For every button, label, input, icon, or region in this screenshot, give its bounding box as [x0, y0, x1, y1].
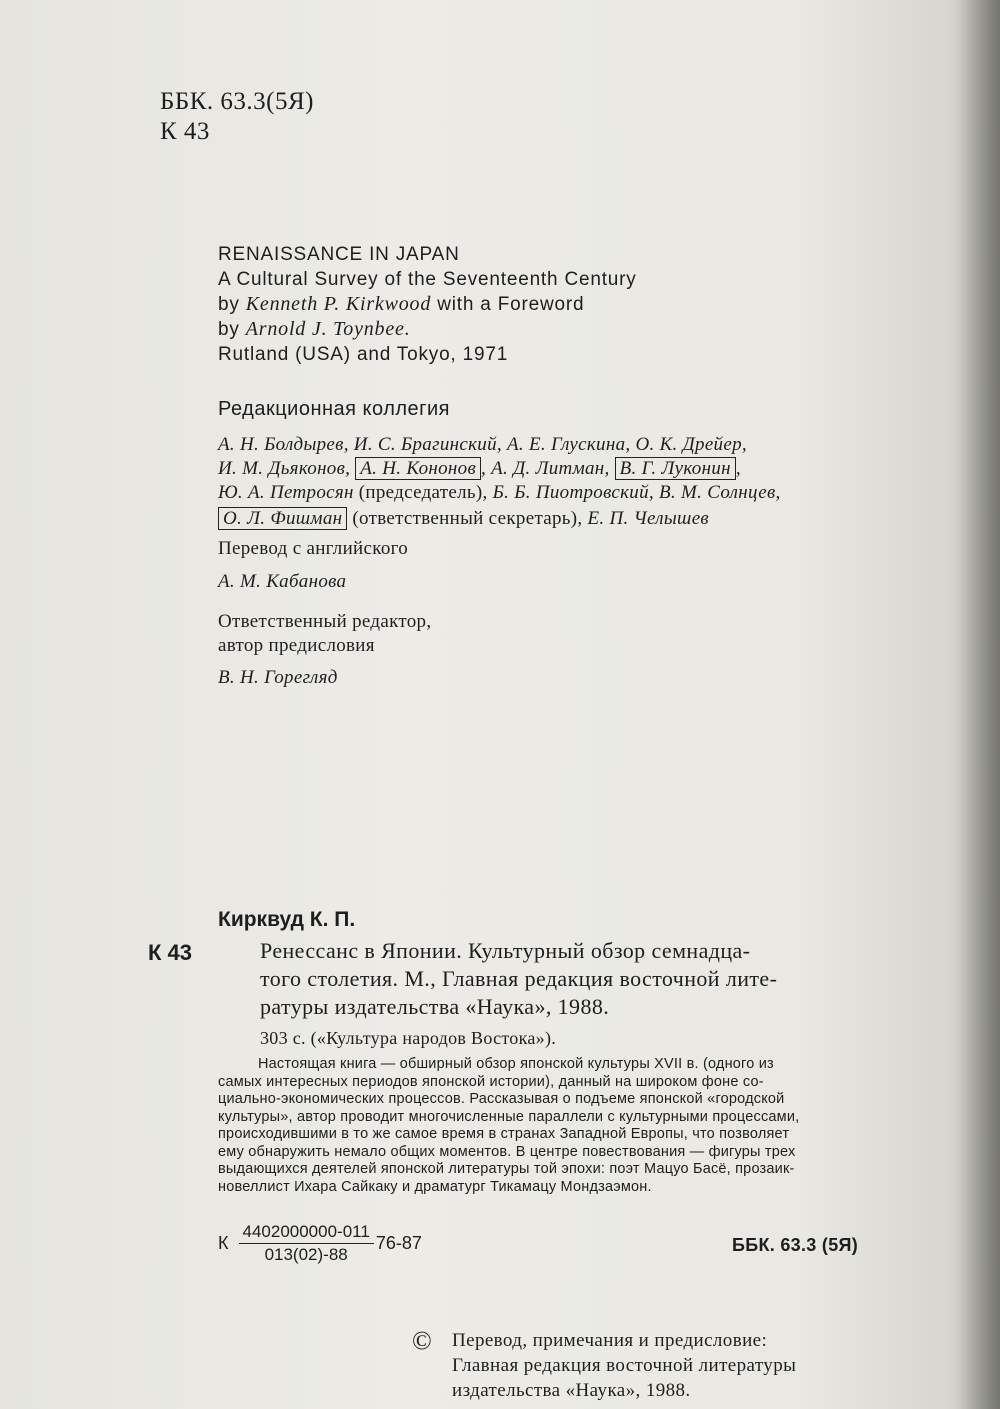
board-members	[218, 433, 781, 531]
editor-label-2: автор предисловия	[218, 635, 375, 656]
editor-label-1: Ответственный редактор,	[218, 611, 432, 632]
copyright-text	[452, 1328, 796, 1403]
abstract-line: новеллист Ихара Сайкаку и драматург Тикамацу Мондзаэмон.	[218, 1178, 652, 1195]
catalog-line-2: того столетия. М., Главная редакция восточной лите-	[260, 966, 778, 991]
original-title: RENAISSANCE IN JAPAN	[218, 244, 460, 265]
catalog-author: Кирквуд К. П.	[218, 908, 356, 931]
editor-name: В. Н. Горегляд	[218, 667, 338, 688]
boxed-name-lukonin: В. Г. Луконин	[615, 457, 736, 480]
abstract-line: выдающихся деятелей японской литературы той эпохи: поэт Мацуо Басё, прозаик-	[218, 1161, 795, 1177]
board-line-1: А. Н. Болдырев, И. С. Брагинский, А. Е. Глускина, О. К. Дрейер,	[218, 434, 747, 455]
bbk-code-top: ББК. 63.3(5Я)	[160, 88, 314, 115]
abstract-line: ему обнаружить немало общих моментов. В центре повествования — фигуры трех	[218, 1143, 796, 1160]
abstract-line: циально-экономических процессов. Рассказывая о подъеме японской «городской	[218, 1091, 785, 1107]
foreword-author: Arnold J. Toynbee.	[245, 318, 411, 340]
original-edition	[218, 242, 637, 367]
catalog-description	[260, 937, 777, 1021]
translator-name: А. М. Кабанова	[218, 571, 347, 592]
board-line-2: И. М. Дьяконов, А. Н. Кононов , А. Д. Литман, В. Г. Луконин ,	[218, 458, 741, 479]
board-heading: Редакционная коллегия	[218, 398, 450, 420]
copyright-icon: ©	[412, 1326, 432, 1355]
board-line-4: О. Л. Фишман (ответственный секретарь), Е. П. Челышев	[218, 507, 781, 531]
author-mark-top: К 43	[160, 118, 210, 145]
catalog-line-3: ратуры издательства «Наука», 1988.	[260, 994, 610, 1019]
original-foreword-line: by Arnold J. Toynbee.	[218, 318, 411, 340]
index-numerator: 4402000000-011	[239, 1222, 374, 1244]
catalog-line-1: Ренессанс в Японии. Культурный обзор семнадца-	[260, 938, 751, 963]
original-author: Kenneth P. Kirkwood	[245, 293, 432, 315]
index-bbk: ББК. 63.3 (5Я)	[732, 1235, 859, 1255]
page-edge-shadow	[960, 0, 1000, 1409]
abstract-line: самых интересных периодов японской истории), данный на широком фоне со-	[218, 1073, 764, 1090]
boxed-name-kononov: А. Н. Кононов	[355, 457, 481, 480]
index-line	[218, 1222, 422, 1265]
index-letter: К	[218, 1233, 229, 1253]
boxed-name-fishman: О. Л. Фишман	[218, 507, 347, 530]
translation-label: Перевод с английского	[218, 538, 409, 559]
catalog-code: К 43	[148, 940, 193, 965]
original-place: Rutland (USA) and Tokyo, 1971	[218, 344, 509, 365]
board-line-3: Ю. А. Петросян (председатель), Б. Б. Пиотровский, В. М. Солнцев,	[218, 482, 781, 503]
abstract-line: происходившими в то же самое время в странах Западной Европы, что позволяет	[218, 1126, 790, 1142]
original-author-line: by Kenneth P. Kirkwood with a Foreword	[218, 293, 585, 315]
abstract-line: Настоящая книга — обширный обзор японской культуры XVII в. (одного из	[258, 1056, 774, 1072]
original-subtitle: A Cultural Survey of the Seventeenth Century	[218, 269, 637, 290]
catalog-pages: 303 с. («Культура народов Востока»).	[260, 1028, 557, 1048]
abstract-line: культуры», автор проводит многочисленные параллели с культурными процессами,	[218, 1108, 800, 1125]
index-fraction	[239, 1222, 374, 1265]
copyright-line-3: издательства «Наука», 1988.	[452, 1380, 691, 1401]
index-suffix: 76-87	[375, 1233, 422, 1253]
copyright-line-2: Главная редакция восточной литературы	[452, 1355, 797, 1376]
catalog-abstract	[218, 1056, 799, 1196]
copyright-line-1: Перевод, примечания и предисловие:	[452, 1330, 768, 1351]
index-denominator: 013(02)-88	[264, 1245, 348, 1264]
